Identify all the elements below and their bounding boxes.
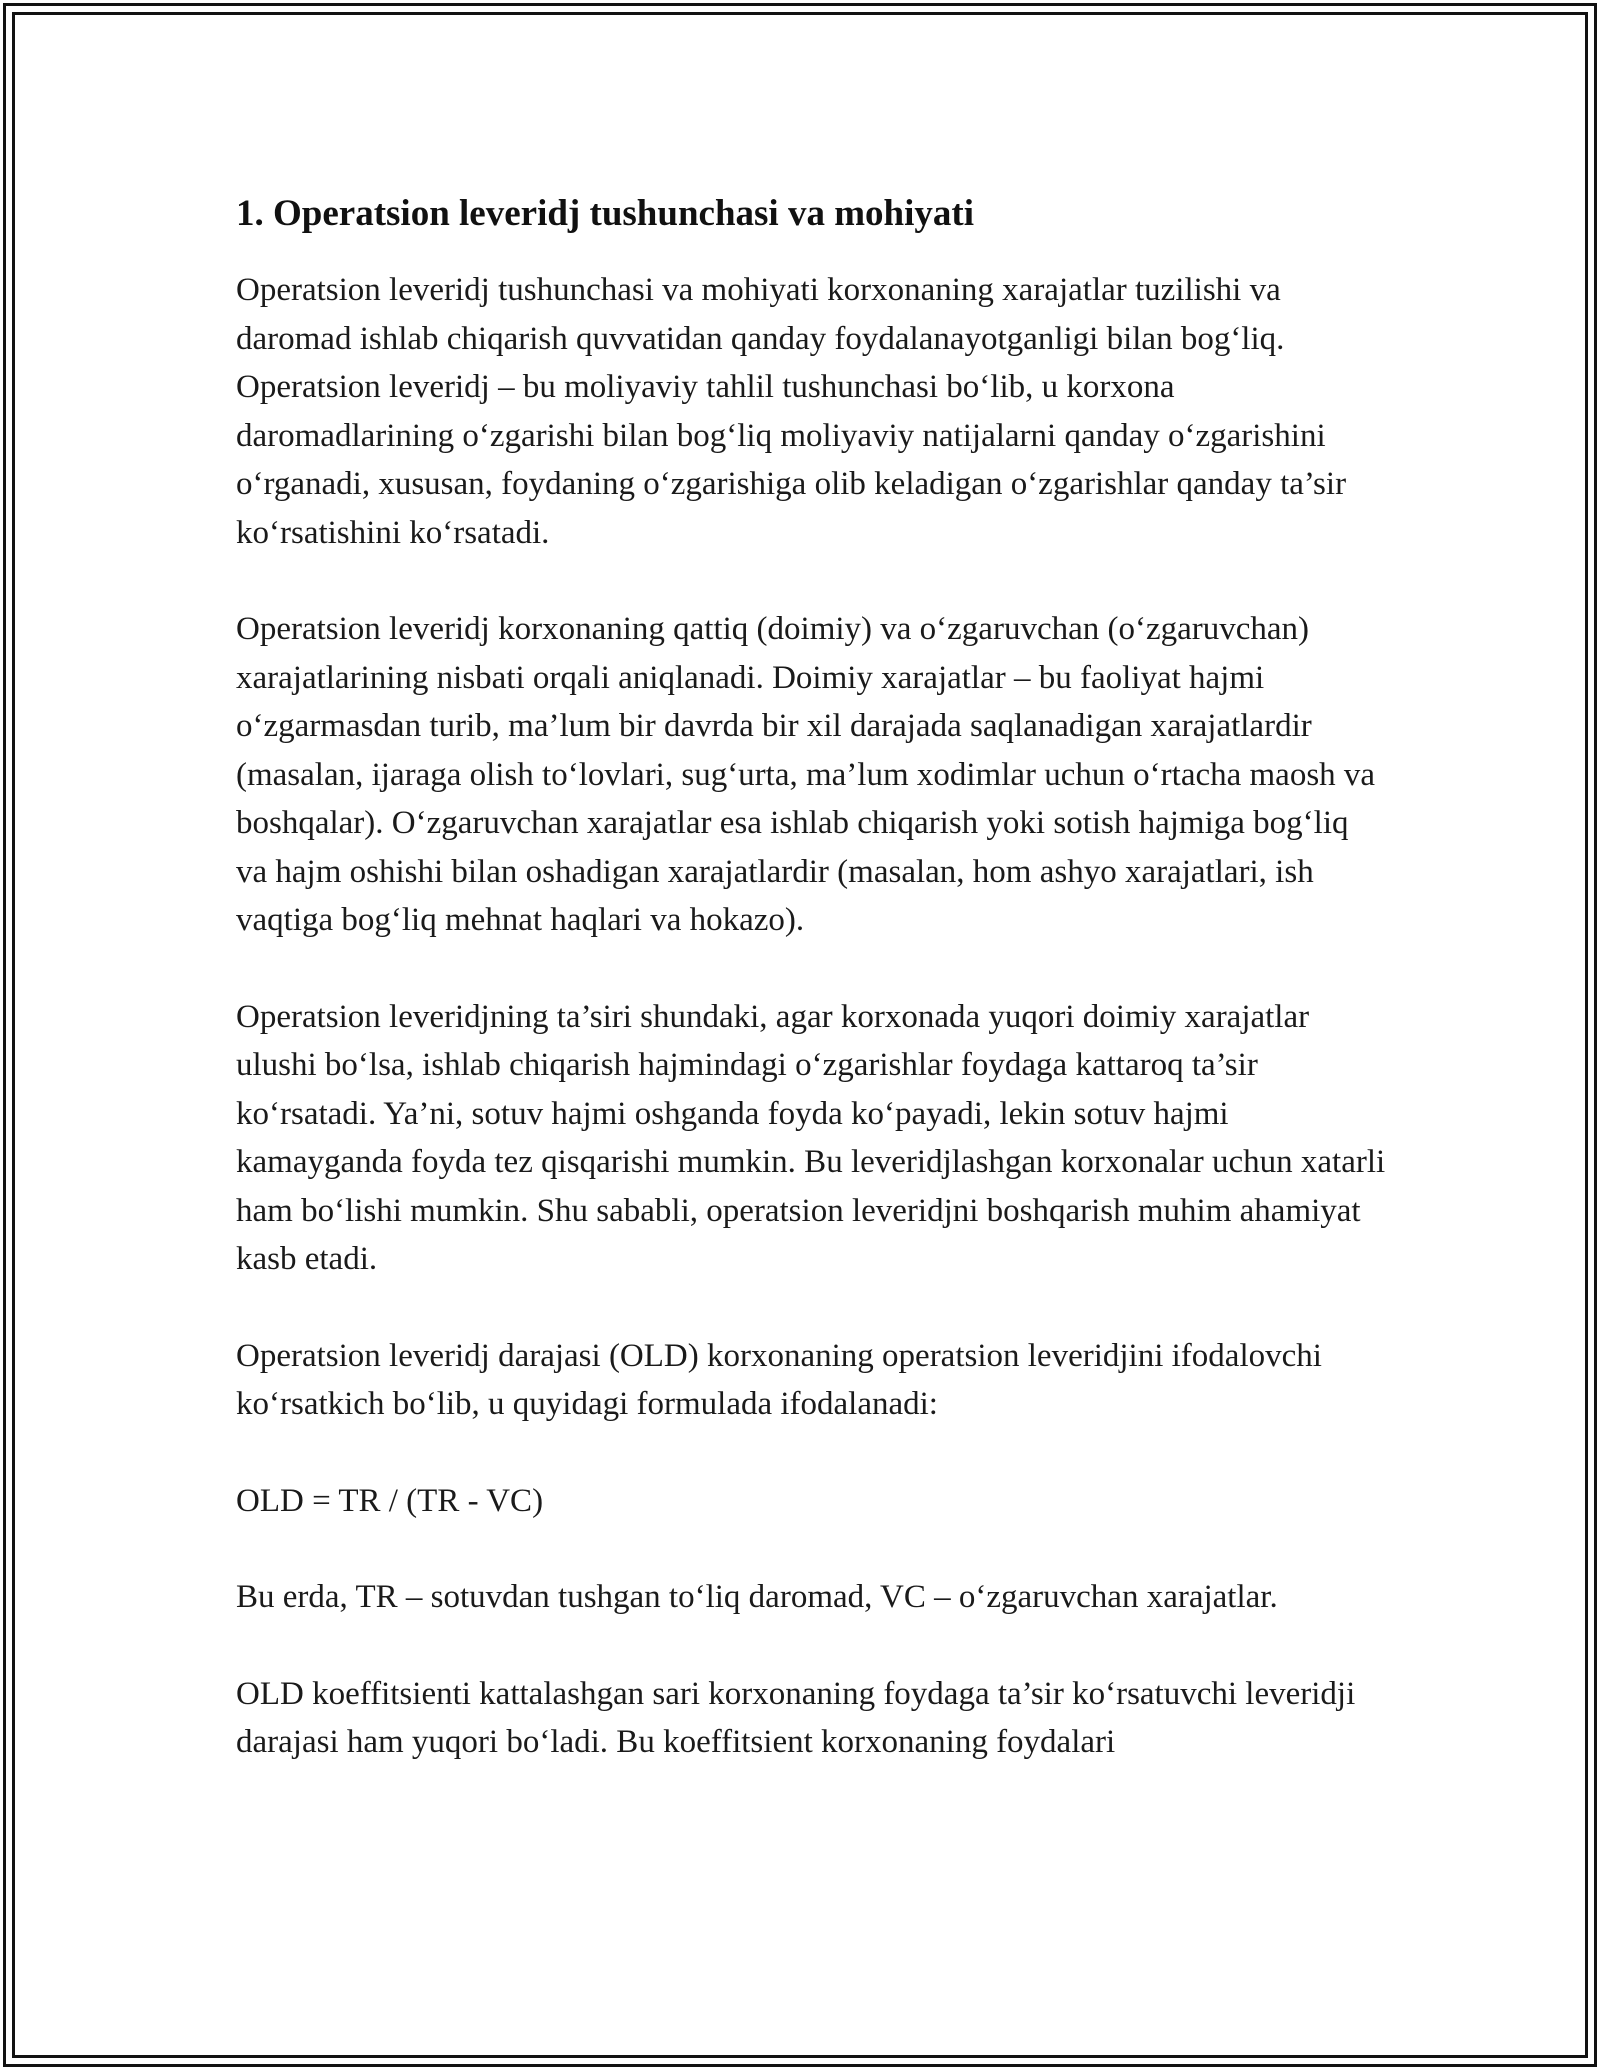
section-heading: 1. Operatsion leveridj tushunchasi va mohiyati bbox=[236, 193, 974, 234]
paragraph-old-definition: Operatsion leveridj darajasi (OLD) korxonaning operatsion leveridjini ifodalovchi ko‘rsatkich bo‘lib, u quyidagi formulada ifodalanadi: bbox=[236, 1337, 1322, 1422]
formula: OLD = TR / (TR - VC) bbox=[236, 1482, 544, 1519]
document-body bbox=[236, 188, 1386, 1815]
paragraph-costs: Operatsion leveridj korxonaning qattiq (doimiy) va o‘zgaruvchan (o‘zgaruvchan) xarajatlarining nisbati orqali aniqlanadi. Doimiy xarajatlar – bu faoliyat hajmi o‘zgarmasdan turib, ma’lum bir davrda bir xil darajada saqlanadigan xarajatlardir (masalan, ijaraga olish to‘lovlari, sug‘urta, ma’lum xodimlar uchun o‘rtacha maosh va boshqalar). O‘zgaruvchan xarajatlar esa ishlab chiqarish yoki sotish hajmiga bog‘liq va hajm oshishi bilan oshadigan xarajatlardir (masalan, hom ashyo xarajatlari, ish vaqtiga bog‘liq mehnat haqlari va hokazo). bbox=[236, 611, 1376, 938]
paragraph-intro: Operatsion leveridj tushunchasi va mohiyati korxonaning xarajatlar tuzilishi va daromad ishlab chiqarish quvvatidan qanday foydalanayotganligi bilan bog‘liq. Operatsion leveridj – bu moliyaviy tahlil tushunchasi bo‘lib, u korxona daromadlarining o‘zgarishi bilan bog‘liq moliyaviy natijalarni qanday o‘zgarishini o‘rganadi, xususan, foydaning o‘zgarishiga olib keladigan o‘zgarishlar qanday ta’sir ko‘rsatishini ko‘rsatadi. bbox=[236, 272, 1347, 551]
paragraph-formula-legend: Bu erda, TR – sotuvdan tushgan to‘liq daromad, VC – o‘zgaruvchan xarajatlar. bbox=[236, 1579, 1278, 1615]
paragraph-effect: Operatsion leveridjning ta’siri shundaki, agar korxonada yuqori doimiy xarajatlar ulushi bo‘lsa, ishlab chiqarish hajmindagi o‘zgarishlar foydaga kattaroq ta’sir ko‘rsatadi. Ya’ni, sotuv hajmi oshganda foyda ko‘payadi, lekin sotuv hajmi kamayganda foyda tez qisqarishi mumkin. Bu leveridjlashgan korxonalar uchun xatarli ham bo‘lishi mumkin. Shu sababli, operatsion leveridjni boshqarish muhim ahamiyat kasb etadi. bbox=[236, 998, 1386, 1277]
paragraph-coefficient: OLD koeffitsienti kattalashgan sari korxonaning foydaga ta’sir ko‘rsatuvchi leveridji darajasi ham yuqori bo‘ladi. Bu koeffitsient korxonaning foydalari bbox=[236, 1675, 1356, 1760]
